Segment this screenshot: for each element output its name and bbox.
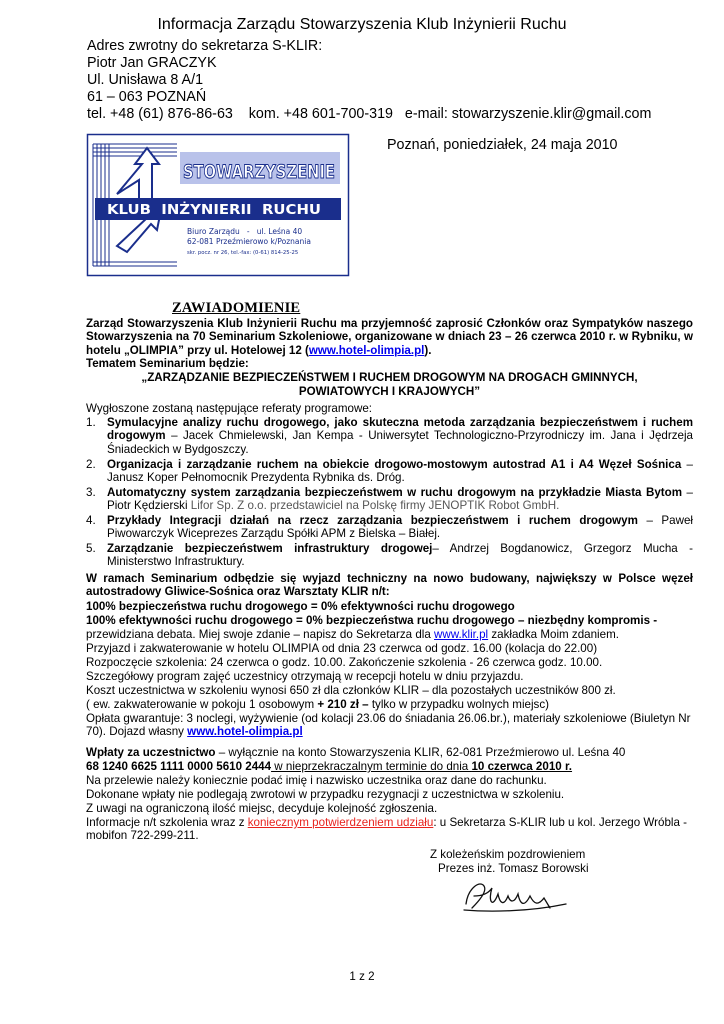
payment-text: – wyłącznie na konto Stowarzyszenia KLIR, 62-081 Przeźmierowo ul. Leśna 40: [215, 746, 626, 759]
page-number: 1 z 2: [349, 970, 375, 983]
list-item-company: Lifor Sp. Z o.o. przedstawiciel na Polskę firmy JENOPTIK Robot GmbH.: [190, 499, 560, 513]
signer-name: Prezes inż. Tomasz Borowski: [438, 862, 589, 875]
list-item-number: 5.: [86, 542, 96, 555]
topic-line-1: „ZARZĄDZANIE BEZPIECZEŃSTWEM I RUCHEM DROGOWYM NA DROGACH GMINNYCH,: [141, 371, 638, 384]
klir-logo: [87, 134, 349, 276]
list-item-title: Zarządzanie bezpieczeństwem infrastruktury drogowej: [107, 542, 433, 555]
single-room-line: [86, 698, 549, 711]
single-room-price: + 210 zł –: [317, 698, 369, 711]
list-item-title: Organizacja i zarządzanie ruchem na obiekcie drogowo-mostowym autostrad A1 i A4 Węzeł Sośnica: [107, 458, 682, 471]
list-item: [86, 458, 693, 485]
list-item-authors: – Andrzej Bogdanowicz, Grzegorz Mucha - Ministerstwo Infrastruktury.: [107, 542, 693, 569]
list-item-title: Automatyczny system zarządzania bezpieczeństwem w ruchu drogowym na przykładzie Miasta Bytom: [107, 486, 683, 499]
info-contact: : u Sekretarza S-KLIR lub u kol. Jerzego Wróbla - mobifon 722-299-211.: [86, 816, 687, 843]
hotel-link-2[interactable]: www.hotel-olimpia.pl: [187, 725, 303, 739]
account-line: [86, 760, 572, 773]
list-item-authors: – Paweł Piwowarczyk Wiceprezes Zarządu Spółki APM z Bielska – Białej.: [107, 514, 694, 541]
single-room-note: tylko w przypadku wolnych miejsc): [368, 698, 549, 711]
address-line-2: Piotr Jan GRACZYK: [87, 55, 217, 71]
logo-office: Biuro Zarządu - ul. Leśna 40: [187, 227, 303, 236]
letter-date: Poznań, poniedziałek, 24 maja 2010: [387, 137, 618, 153]
payment-line: [86, 746, 625, 759]
reports-intro: Wygłoszone zostaną następujące referaty programowe:: [86, 402, 373, 415]
slogan-line-1: 100% bezpieczeństwa ruchu drogowego = 0% efektywności ruchu drogowego: [86, 600, 515, 613]
list-item-number: 1.: [86, 416, 96, 429]
list-item-authors: – Jacek Chmielewski, Jan Kempa - Uniwersytet Technologiczno-Przyrodniczy im. Jana i Jędrzeja Śniadeckich w Bydgoszczy.: [107, 429, 693, 456]
single-room-text: ( ew. zakwaterowanie w pokoju 1 osobowym: [86, 698, 318, 711]
deadline-date: 10 czerwca 2010 r.: [471, 760, 573, 773]
list-item-authors: – Janusz Koper Pełnomocnik Prezydenta Rybnika ds. Dróg.: [107, 458, 694, 485]
schedule-line: Rozpoczęcie szkolenia: 24 czerwca o godz. 10.00. Zakończenie szkolenia - 26 czerwca godz. 10.00.: [86, 656, 603, 669]
refund-line: Dokonane wpłaty nie podlegają zwrotowi w przypadku rezygnacji z uczestnictwa w szkoleniu.: [86, 788, 565, 801]
intro-paragraph: [86, 317, 693, 357]
trip-paragraph: W ramach Seminarium odbędzie się wyjazd techniczny na nowo budowany, największy w Polsce węzeł autostradowy Gliwice-Sośnica oraz Warsztaty KLIR n/t:: [86, 572, 693, 599]
list-item-number: 3.: [86, 486, 96, 499]
program-line: Szczegółowy program zajęć uczestnicy otrzymają w recepcji hotelu w dniu przyjazdu.: [86, 670, 524, 683]
closing-greeting: Z koleżeńskim pozdrowieniem: [430, 848, 586, 861]
address-line-4: 61 – 063 POZNAŃ: [87, 89, 207, 105]
address-line-1: Adres zwrotny do sekretarza S-KLIR:: [87, 38, 323, 54]
letter-title: Informacja Zarządu Stowarzyszenia Klub Inżynierii Ruchu: [157, 16, 567, 33]
intro-text: Zarząd Stowarzyszenia Klub Inżynierii Ruchu ma przyjemność zaprosić Członków oraz Sympatyków naszego Stowarzyszenia na 70 Seminarium Szkoleniowe, organizowane w dniach 23 – 26 czerwca 2010 r. w Rybniku, w hotelu „OLIMPIA” przy ul. Hotelowej 12 (: [86, 317, 693, 357]
topic-line-2: POWIATOWYCH I KRAJOWYCH”: [298, 385, 481, 398]
info-text: Informacje n/t szkolenia wraz z: [86, 816, 248, 829]
debate-text: przewidziana debata. Miej swoje zdanie – napisz do Sekretarza dla: [86, 628, 435, 641]
fee-paragraph: [86, 712, 693, 739]
list-item-number: 2.: [86, 458, 96, 471]
cost-line: Koszt uczestnictwa w szkoleniu wynosi 650 zł dla członków KLIR – dla pozostałych uczestników 800 zł.: [86, 684, 616, 697]
list-item: [86, 416, 693, 456]
klir-link[interactable]: www.klir.pl: [434, 628, 489, 641]
hotel-link[interactable]: www.hotel-olimpia.pl: [308, 343, 425, 357]
topic-label: Tematem Seminarium będzie:: [86, 357, 249, 370]
list-item: [86, 542, 693, 569]
list-item-number: 4.: [86, 514, 96, 527]
limited-line: Z uwagi na ograniczoną ilość miejsc, decyduje kolejność zgłoszenia.: [86, 802, 438, 815]
fee-text: Opłata gwarantuje: 3 noclegi, wyżywienie (od kolacji 23.06 do śniadania 26.06.br.), materiały szkoleniowe (Biuletyn Nr 70). Dojazd własny: [86, 712, 691, 739]
list-item-title: Przykłady Integracji działań na rzecz zarządzania bezpieczeństwem i ruchem drogowym: [107, 514, 638, 527]
debate-end: zakładka Moim zdaniem.: [488, 628, 619, 641]
intro-end: ).: [424, 343, 432, 357]
account-number: 68 1240 6625 1111 0000 5610 2444: [86, 760, 272, 773]
notice-title: ZAWIADOMIENIE: [172, 300, 301, 316]
info-paragraph: [86, 816, 693, 843]
address-line-3: Ul. Unisława 8 A/1: [87, 72, 204, 88]
list-item: [86, 514, 693, 541]
logo-word-klub: KLUB INŻYNIERII RUCHU: [107, 203, 294, 218]
list-item-title: Symulacyjne analizy ruchu drogowego, jako skuteczna metoda zarządzania bezpieczeństwem i ruchem drogowym: [107, 416, 693, 443]
logo-word-stowarzyszenie: STOWARZYSZENIE: [183, 161, 335, 183]
confirmation-note: koniecznym potwierdzeniem udziału: [247, 816, 434, 829]
transfer-line: Na przelewie należy koniecznie podać imię i nazwisko uczestnika oraz dane do rachunku.: [86, 774, 547, 787]
arrival-line: Przyjazd i zakwaterowanie w hotelu OLIMPIA od dnia 23 czerwca od godz. 16.00 (kolacja do 22.00): [86, 642, 598, 655]
klir-logo-graphic: [87, 134, 349, 276]
debate-line: [86, 628, 619, 641]
slogan-line-2: 100% efektywności ruchu drogowego = 0% bezpieczeństwa ruchu drogowego – niezbędny kompromis -: [86, 614, 658, 627]
address-contact-line: tel. +48 (61) 876-86-63 kom. +48 601-700-319 e-mail: stowarzyszenie.klir@gmail.com: [87, 106, 652, 122]
deadline-text: w nieprzekraczalnym terminie do dnia: [271, 760, 472, 773]
payment-label: Wpłaty za uczestnictwo: [86, 746, 216, 759]
logo-contact: skr. pocz. nr 26, tel.-fax: (0-61) 814-25-25: [187, 250, 299, 256]
signature: [458, 874, 574, 918]
list-item: [86, 486, 693, 513]
list-item-authors: – Piotr Kędzierski: [107, 486, 694, 513]
logo-city: 62-081 Przeźmierowo k/Poznania: [187, 237, 311, 246]
